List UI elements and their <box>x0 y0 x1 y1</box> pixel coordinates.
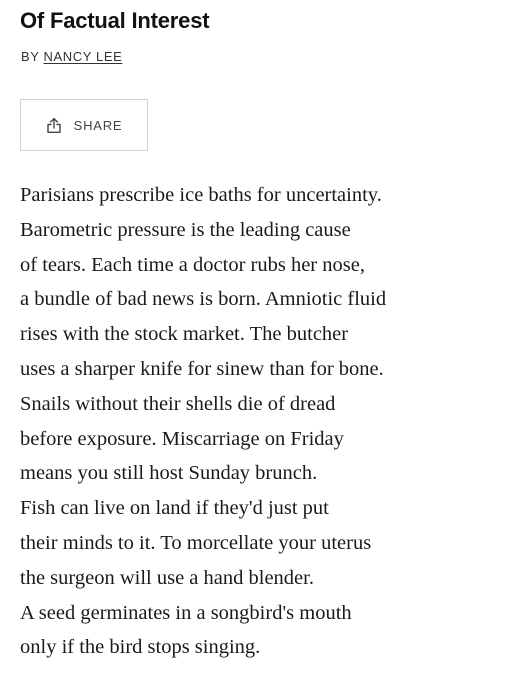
poem-line: their minds to it. To morcellate your uterus <box>20 531 372 554</box>
poem-line: means you still host Sunday brunch. <box>20 462 318 485</box>
poem-line: Fish can live on land if they'd just put <box>20 497 329 520</box>
poem-line: the surgeon will use a hand blender. <box>20 566 314 589</box>
share-button[interactable] <box>20 99 148 151</box>
article-title: Of Factual Interest <box>20 8 210 33</box>
poem-line: Barometric pressure is the leading cause <box>20 218 351 241</box>
share-label: SHARE <box>73 117 123 133</box>
share-icon <box>46 117 62 134</box>
poem-line: only if the bird stops singing. <box>20 636 261 659</box>
poem-line: Snails without their shells die of dread <box>20 392 336 415</box>
poem-body <box>20 178 490 665</box>
poem-line: rises with the stock market. The butcher <box>20 323 349 346</box>
poem-line: a bundle of bad news is born. Amniotic fluid <box>20 288 387 311</box>
byline <box>21 48 122 66</box>
poem-line: uses a sharper knife for sinew than for bone. <box>20 357 384 380</box>
author-link[interactable]: NANCY LEE <box>43 49 123 64</box>
poem-line: A seed germinates in a songbird's mouth <box>20 601 352 624</box>
poem-line: before exposure. Miscarriage on Friday <box>20 427 344 450</box>
poem-line: Parisians prescribe ice baths for uncertainty. <box>20 184 382 206</box>
poem-line: of tears. Each time a doctor rubs her nose, <box>20 253 365 276</box>
byline-prefix: BY <box>21 49 40 64</box>
